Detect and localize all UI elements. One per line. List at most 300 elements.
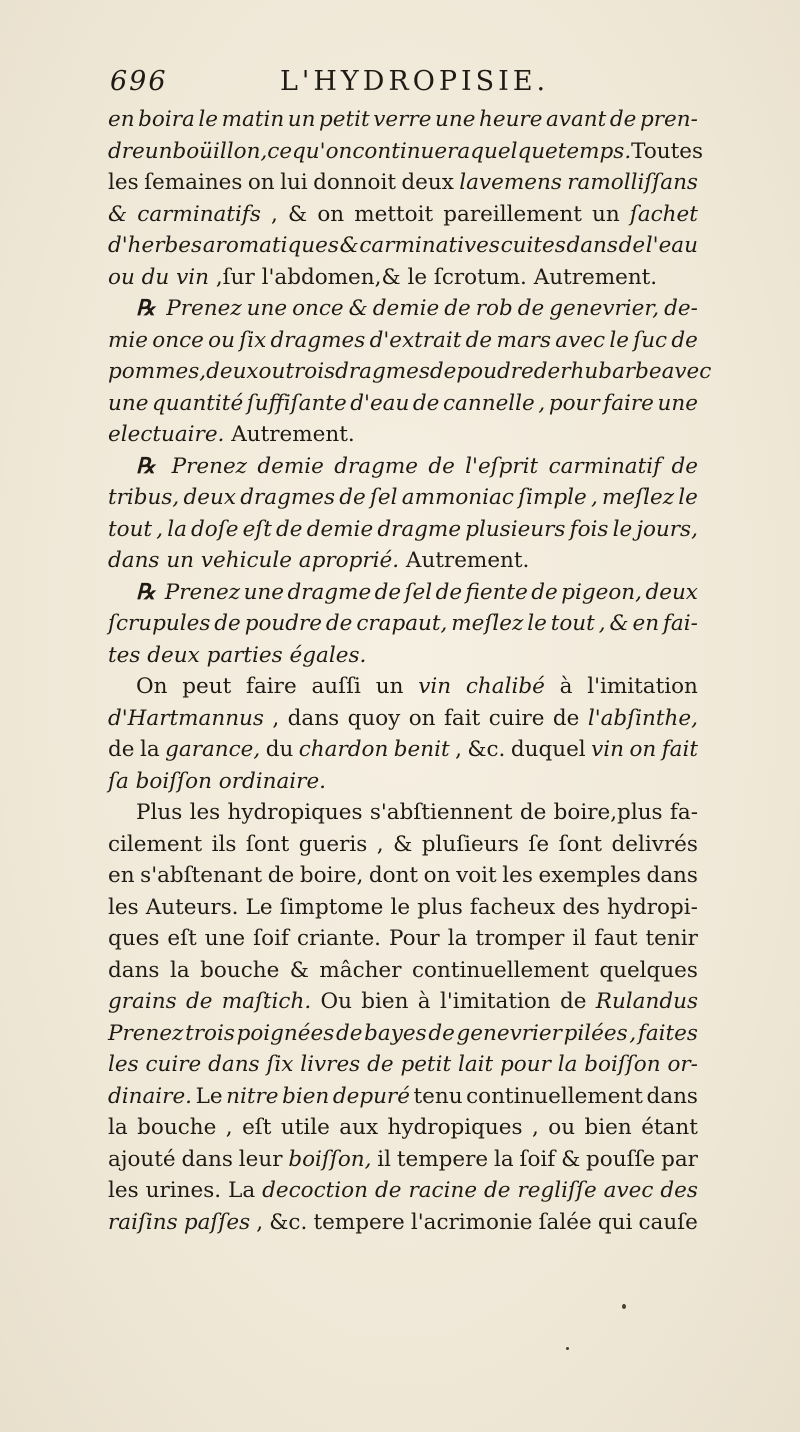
word: dragmes (240, 485, 335, 510)
word: une (435, 107, 476, 132)
word: trois (285, 359, 336, 384)
word: mie (108, 327, 148, 353)
word: le (609, 327, 629, 353)
word: de (671, 327, 698, 353)
word: le (612, 516, 633, 542)
text-line (108, 955, 698, 987)
word: mettoit (354, 201, 434, 227)
text-line (108, 1112, 698, 1144)
word: une (243, 579, 284, 605)
word: une (657, 390, 698, 416)
word: faire (246, 674, 297, 699)
word: duquel (510, 737, 586, 762)
word: de (444, 296, 471, 321)
word: , (256, 1209, 264, 1235)
text-line (108, 577, 698, 609)
word: meſlez (602, 485, 675, 510)
word: criante. (296, 926, 381, 951)
word: nitre (226, 1083, 279, 1109)
word: de (374, 1178, 402, 1203)
word: égales. (289, 642, 367, 668)
word: dans (646, 1083, 698, 1109)
word: vin (418, 674, 452, 699)
word: petit (400, 1052, 452, 1077)
word: pren- (639, 107, 698, 132)
word: les (108, 1178, 139, 1203)
word: s'abſtenant (140, 863, 263, 888)
word: mâcher (319, 957, 402, 983)
word: boüillon, (172, 138, 268, 164)
word: d'extrait (369, 327, 462, 353)
word: pouſſe (586, 1146, 656, 1172)
word: boiſſon (584, 1052, 661, 1077)
paper-speck (622, 1304, 626, 1309)
text-line (108, 325, 698, 357)
word: de (325, 611, 353, 636)
word: voit (456, 863, 497, 888)
word: genevrier (456, 1020, 562, 1046)
word: faites (637, 1020, 698, 1046)
word: le (527, 611, 547, 636)
word: ou (258, 359, 286, 384)
word: Ou (320, 989, 352, 1014)
word: carminatif (548, 453, 662, 479)
word: & (108, 201, 128, 227)
word: on (423, 863, 451, 888)
word: bien (584, 1115, 632, 1140)
word: maſtich. (221, 989, 312, 1014)
text-line (108, 608, 698, 640)
word: raiſins (108, 1209, 178, 1235)
word: petit (319, 107, 370, 132)
word: par (661, 1146, 698, 1172)
word: jours, (636, 516, 698, 542)
text-line (108, 451, 698, 483)
word: fa- (669, 800, 698, 825)
word: un (144, 138, 173, 164)
word: l'abdomen,& (261, 264, 401, 290)
word: , (455, 737, 462, 762)
word: bien (282, 1083, 330, 1109)
word: de (276, 516, 303, 542)
word: de (465, 327, 493, 353)
word: dans (287, 705, 340, 731)
word: pluſieurs (421, 831, 519, 857)
word: ajouté (108, 1146, 176, 1172)
word: d'Hartmannus (108, 705, 264, 731)
word: de (618, 233, 646, 258)
word: poudre (456, 359, 534, 384)
word: , (271, 201, 278, 227)
word: Prenez (164, 579, 241, 605)
word: des (562, 894, 600, 920)
word: s'abſtiennent (369, 800, 513, 825)
text-line (108, 766, 698, 798)
word: carminatives (359, 233, 500, 258)
word: ſuc (633, 327, 668, 353)
word: deux (183, 485, 236, 510)
word: les (108, 170, 139, 195)
word: donnoit (313, 170, 396, 195)
word: tempere (396, 1146, 489, 1172)
word: temps. (557, 138, 632, 164)
word: garance, (165, 737, 261, 762)
text-line (108, 514, 698, 546)
word: tribus, (108, 485, 180, 510)
word: eſt (167, 926, 197, 951)
word: quoy (347, 705, 401, 731)
text-line (108, 199, 698, 231)
word: du (265, 737, 294, 762)
word: Plus (136, 800, 183, 825)
text-line (108, 1175, 698, 1207)
word: de (214, 611, 241, 636)
word: hydropiques (227, 800, 363, 825)
word: Autrement. (405, 548, 530, 573)
word: de- (664, 296, 698, 321)
word: ſont (245, 831, 290, 857)
word: dragmes (335, 359, 430, 384)
paper-speck (566, 1347, 569, 1350)
text-line (108, 640, 698, 672)
word: leur (238, 1146, 283, 1172)
word: ramolliſſans (567, 170, 698, 195)
word: dans (208, 1052, 260, 1077)
recipe-symbol: ℞ (136, 453, 156, 479)
word: de (108, 737, 135, 762)
word: pommes, (108, 359, 207, 384)
word: dans (108, 957, 160, 983)
word: plus (417, 894, 463, 920)
word: pour (548, 390, 600, 416)
word: cuire (145, 1052, 202, 1077)
word: ſix (266, 1052, 294, 1077)
word: electuaire. (108, 422, 225, 447)
word: , (156, 516, 164, 542)
word: de (559, 989, 587, 1014)
word: Prenez (108, 1020, 184, 1046)
word: ſimple (518, 485, 587, 510)
word: aproprié. (298, 548, 400, 573)
word: tenir (645, 926, 698, 951)
word: boire, (299, 863, 364, 888)
word: les (108, 1052, 139, 1077)
word: hydropiques (387, 1115, 523, 1140)
word: dragme (377, 516, 462, 542)
word: ques (108, 926, 160, 951)
text-line (108, 829, 698, 861)
word: dans (108, 548, 160, 573)
word: la (169, 957, 190, 983)
word: pareillement (443, 201, 582, 227)
word: du (141, 264, 170, 290)
word: de (609, 107, 637, 132)
word: , (531, 1115, 539, 1140)
word: à (559, 674, 573, 699)
word: les (108, 894, 139, 920)
word: , (376, 831, 384, 857)
text-line (108, 167, 698, 199)
word: grains (108, 989, 177, 1014)
word: Prenez (166, 296, 242, 321)
word: & (339, 233, 359, 258)
word: l'eau (645, 233, 698, 258)
text-line (108, 1144, 698, 1176)
word: hydropi- (607, 894, 698, 920)
word: un (375, 674, 404, 699)
word: benit (393, 737, 450, 762)
word: continuera (352, 138, 471, 164)
word: en (632, 611, 660, 636)
word: Autrement. (231, 422, 355, 447)
word: de (339, 485, 366, 510)
running-title: L'HYDROPISIE. (280, 66, 550, 97)
word: , (225, 1115, 233, 1140)
word: ou (548, 1115, 576, 1140)
word: dans (181, 1146, 233, 1172)
word: à (417, 989, 431, 1014)
text-line (108, 1018, 698, 1050)
word: bien (361, 989, 409, 1014)
word: regliſſe (517, 1178, 597, 1203)
word: ſoif (253, 926, 289, 951)
word: & (561, 1146, 581, 1172)
word: il (572, 926, 587, 951)
word: de (671, 453, 698, 479)
word: la (557, 1052, 578, 1077)
text-line (108, 293, 698, 325)
word: de (519, 800, 547, 825)
word: chardon (298, 737, 389, 762)
word: dans (646, 863, 698, 888)
word: ſoif (519, 1146, 556, 1172)
word: ils (211, 831, 237, 857)
page-number: 696 (110, 66, 168, 97)
word: cuites (500, 233, 566, 258)
word: fois (569, 516, 609, 542)
word: une (204, 926, 246, 951)
word: heure (479, 107, 543, 132)
word: once (152, 327, 204, 353)
word: on (247, 170, 275, 195)
word: l'acrimonie (410, 1209, 533, 1235)
word: tromper (475, 926, 565, 951)
word: aux (339, 1115, 379, 1140)
text-line (108, 703, 698, 735)
word: lait (457, 1052, 494, 1077)
word: La (228, 1178, 256, 1203)
word: dragmes (270, 327, 366, 353)
word: lavemens (459, 170, 562, 195)
word: de (335, 1020, 363, 1046)
word: ou (108, 264, 135, 290)
word: trois (185, 1020, 235, 1046)
word: l'imitation (587, 674, 698, 699)
word: ſachet (629, 201, 698, 227)
word: l'eſprit (465, 453, 539, 479)
text-line (108, 860, 698, 892)
word: demie (257, 453, 324, 479)
word: un (287, 107, 316, 132)
word: quelque (470, 138, 558, 164)
word: qu'on (292, 138, 353, 164)
word: ſuffiſante (246, 390, 347, 416)
word: carminatifs (137, 201, 261, 227)
word: une (108, 390, 149, 416)
word: d'eau (350, 390, 410, 416)
text-line (108, 104, 698, 136)
word: les (502, 863, 533, 888)
word: facheux (469, 894, 556, 920)
text-line (108, 671, 698, 703)
word: des (660, 1178, 698, 1203)
word: rob (475, 296, 513, 321)
word: ſont (558, 831, 602, 857)
word: dont (368, 863, 419, 888)
word: de (517, 296, 545, 321)
word: l'abſinthe, (587, 705, 698, 731)
word: la (167, 516, 187, 542)
word: fait (661, 737, 698, 762)
word: bayes (364, 1020, 427, 1046)
word: verre (373, 107, 432, 132)
word: & (609, 611, 629, 636)
word: ſel (404, 579, 433, 605)
word: continuellement (412, 957, 589, 983)
text-line (108, 923, 698, 955)
word: fiente (465, 579, 528, 605)
word: bouche (200, 957, 280, 983)
word: avec (555, 327, 606, 353)
word: tenu (413, 1083, 463, 1109)
word: le (390, 894, 411, 920)
text-line (108, 230, 698, 262)
word: fait (443, 705, 481, 731)
text-line (108, 356, 712, 388)
word: de (428, 1020, 455, 1046)
word: , (538, 390, 546, 416)
word: mars (496, 327, 551, 353)
word: ſe (528, 831, 550, 857)
word: de (428, 453, 455, 479)
word: tempere (313, 1209, 405, 1235)
word: continuellement (466, 1083, 643, 1109)
word: poignées (236, 1020, 335, 1046)
word: plusieurs (465, 516, 566, 542)
word: avec (603, 1178, 654, 1203)
text-line (108, 797, 698, 829)
word: faut (594, 926, 638, 951)
word: genevrier, (549, 296, 660, 321)
word: une (246, 296, 288, 321)
word: decoction (262, 1178, 368, 1203)
word: boiſſon (135, 768, 212, 794)
word: d'herbes (108, 233, 203, 258)
word: étant (641, 1115, 698, 1140)
word: la (447, 926, 468, 951)
word: quelques (599, 957, 698, 983)
word: auſſi (311, 674, 361, 699)
text-line (108, 262, 698, 294)
text-line (108, 419, 698, 451)
word: la (139, 737, 160, 762)
word: de (412, 390, 440, 416)
word: ſix (239, 327, 267, 353)
word: dans (566, 233, 618, 258)
word: les (189, 800, 221, 825)
word: ou (208, 327, 235, 353)
word: le (407, 264, 428, 290)
word: deux (401, 170, 454, 195)
word: Auteurs. (145, 894, 239, 920)
word: en (108, 107, 135, 132)
word: tout (550, 611, 595, 636)
word: dragme (287, 579, 372, 605)
word: ordinaire. (218, 768, 327, 794)
word: cuire (488, 705, 545, 731)
word: quantité (152, 390, 244, 416)
word: depuré (332, 1083, 410, 1109)
word: boire,plus (553, 800, 663, 825)
word: le (198, 107, 219, 132)
word: , (272, 705, 280, 731)
word: & (288, 201, 308, 227)
word: , (598, 611, 606, 636)
word: Rulandus (595, 989, 698, 1014)
word: aromatiques (202, 233, 339, 258)
word: lui (280, 170, 308, 195)
word: cilement (108, 831, 203, 857)
word: il (377, 1146, 392, 1172)
word: crapaut, (356, 611, 448, 636)
word: on (629, 737, 657, 762)
word: or- (667, 1052, 698, 1077)
word: eſt (242, 1115, 272, 1140)
text-line (108, 892, 698, 924)
word: ſa (108, 768, 129, 794)
text-line (108, 1081, 698, 1113)
recipe-symbol: ℞ (136, 579, 156, 605)
word: de (185, 989, 213, 1014)
word: on (408, 705, 436, 731)
word: de (267, 863, 295, 888)
word: On (136, 674, 168, 699)
word: &c. (467, 737, 506, 762)
word: la (493, 1146, 514, 1172)
word: boira (138, 107, 195, 132)
word: Autrement. (533, 264, 658, 290)
text-line (108, 388, 698, 420)
word: ſcrotum. (433, 264, 527, 290)
word: pilées (563, 1020, 628, 1046)
body-text (108, 104, 712, 1238)
word: chalibé (465, 674, 545, 699)
word: urines. (145, 1178, 222, 1203)
word: eſt (242, 516, 272, 542)
word: , (629, 1020, 637, 1046)
word: fai- (662, 611, 698, 636)
word: un (592, 201, 620, 227)
word: paſſes (183, 1209, 251, 1235)
text-line (108, 734, 698, 766)
word: de (429, 359, 457, 384)
word: dre (108, 138, 145, 164)
word: cannelle (443, 390, 535, 416)
word: utile (280, 1115, 330, 1140)
word: racine (408, 1178, 478, 1203)
word: deux (645, 579, 698, 605)
text-line (108, 1207, 698, 1239)
